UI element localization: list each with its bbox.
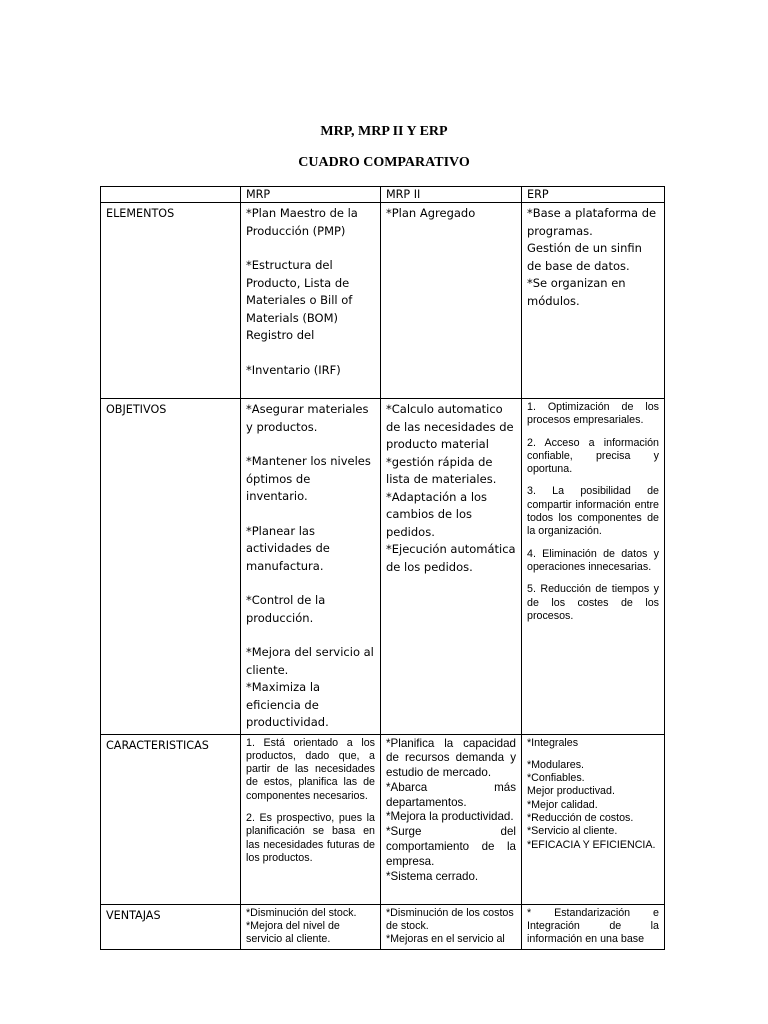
cell-text: 3. La posibilidad de compartir información entre todos los componentes de la organización.: [527, 485, 659, 538]
cell-text: *Disminución del stock.: [246, 906, 357, 919]
cell-text: 2. Es prospectivo, pues la planificación se basa en las necesidades futuras de los productos.: [246, 811, 375, 864]
cell-text: *Modulares.: [527, 758, 585, 771]
cell-text: *Plan Agregado: [386, 206, 476, 220]
cell-erp: [522, 904, 665, 949]
table-row-elementos: [101, 203, 665, 399]
cell-text: *Planear las actividades de manufactura.: [246, 523, 330, 573]
cell-text: *Sistema cerrado.: [386, 869, 479, 883]
cell-text: *Base a plataforma de programas.: [527, 206, 657, 238]
row-label: OBJETIVOS: [101, 399, 241, 735]
row-label: CARACTERISTICAS: [101, 734, 241, 904]
cell-text: *Mejoras en el servicio al: [386, 933, 505, 946]
table-row-caracteristicas: [101, 734, 665, 904]
table-row-objetivos: [101, 399, 665, 735]
comparison-table: [100, 186, 665, 950]
cell-mrp2: [381, 399, 522, 735]
cell-mrp: [241, 904, 381, 949]
cell-text: Mejor productivad.: [527, 785, 615, 798]
cell-text: Gestión de un sinfin de base de datos.: [527, 241, 642, 273]
cell-text: *EFICACIA Y EFICIENCIA.: [527, 838, 656, 851]
cell-text: *Mejora del servicio al cliente.: [246, 645, 374, 677]
header-cell-empty: [101, 187, 241, 203]
cell-mrp2: [381, 734, 522, 904]
cell-text: *Reducción de costos.: [527, 811, 634, 824]
cell-text: *Control de la producción.: [246, 593, 326, 625]
cell-text: *Plan Maestro de la Producción (PMP): [246, 206, 358, 238]
cell-erp: [522, 734, 665, 904]
cell-text: *Calculo automatico de las necesidades de producto material: [386, 402, 514, 451]
table-row-ventajas: [101, 904, 665, 949]
cell-text: *Inventario (IRF): [246, 362, 341, 377]
row-label: ELEMENTOS: [101, 203, 241, 399]
cell-erp: [522, 399, 665, 735]
cell-text: *Mantener los niveles óptimos de inventario.: [246, 454, 371, 503]
cell-text: *Servicio al cliente.: [527, 825, 618, 838]
header-row: [101, 187, 665, 203]
cell-text: *gestión rápida de lista de materiales.: [386, 454, 497, 486]
cell-mrp: [241, 399, 381, 735]
cell-text: 1. Está orientado a los productos, dado que, a partir de las necesidades de estos, planifica las de componentes necesarios.: [246, 736, 375, 802]
document-subtitle: CUADRO COMPARATIVO: [298, 155, 470, 170]
cell-text: *Mejora la productividad.: [386, 810, 514, 824]
cell-text: 5. Reducción de tiempos y de los costes de los procesos.: [527, 583, 659, 622]
cell-text: *Planifica la capacidad de recursos demanda y estudio de mercado.: [386, 736, 516, 780]
document-title: MRP, MRP II Y ERP: [320, 124, 448, 139]
cell-text: *Asegurar materiales y productos.: [246, 402, 369, 434]
cell-text: *Surge del comportamiento de la empresa.: [386, 825, 516, 868]
cell-mrp: [241, 734, 381, 904]
cell-text: 1. Optimización de los procesos empresariales.: [527, 401, 659, 427]
cell-text: * Estandarización e Integración de la información en una base: [527, 906, 659, 946]
cell-mrp: [241, 203, 381, 399]
cell-text: *Se organizan en módulos.: [527, 276, 626, 308]
cell-text: *Adaptación a los cambios de los pedidos.: [386, 489, 488, 539]
cell-text: *Confiables.: [527, 772, 585, 785]
cell-text: *Disminución de los costos de stock.: [386, 906, 514, 932]
header-cell-mrp: MRP: [241, 187, 381, 203]
cell-text: *Maximiza la eficiencia de productividad.: [246, 680, 329, 729]
header-cell-erp: ERP: [522, 187, 665, 203]
cell-text: *Mejora del nivel de servicio al cliente.: [246, 919, 340, 946]
header-cell-mrp2: MRP II: [381, 187, 522, 203]
cell-text: *Mejor calidad.: [527, 798, 598, 811]
cell-mrp2: [381, 904, 522, 949]
row-label: VENTAJAS: [101, 904, 241, 949]
cell-text: *Integrales: [527, 736, 579, 749]
cell-erp: [522, 203, 665, 399]
cell-text: 4. Eliminación de datos y operaciones innecesarias.: [527, 547, 659, 573]
cell-text: 2. Acceso a información confiable, precisa y oportuna.: [527, 436, 659, 476]
cell-mrp2: [381, 203, 522, 399]
cell-text: *Estructura del Producto, Lista de Materiales o Bill of Materials (BOM) Registro del: [246, 258, 353, 342]
cell-text: *Ejecución automática de los pedidos.: [386, 542, 516, 574]
cell-text: *Abarca más departamentos.: [386, 780, 516, 809]
